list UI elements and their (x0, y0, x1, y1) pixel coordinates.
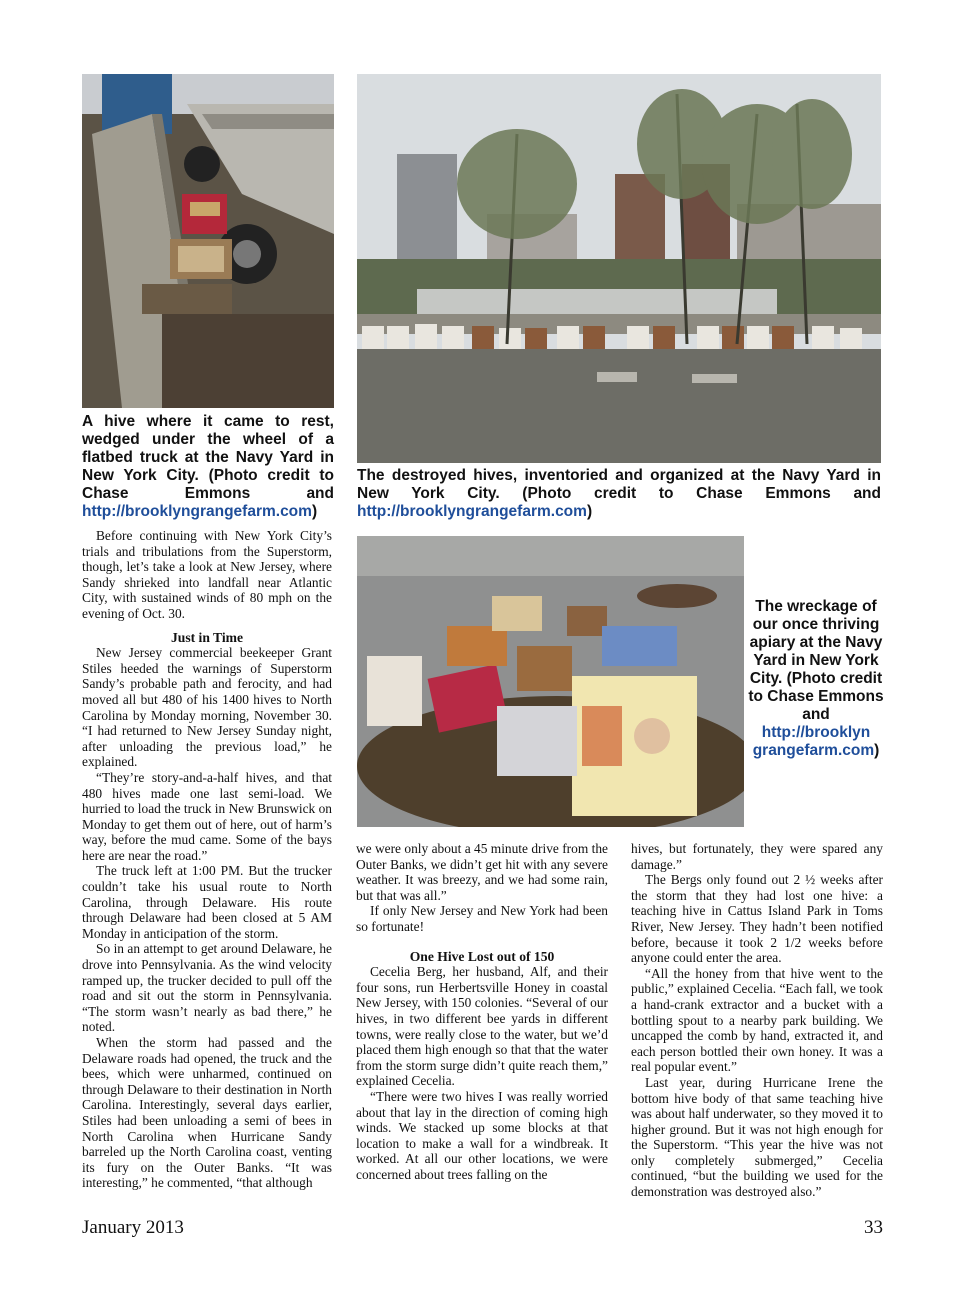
paragraph: “They’re story-and-a-half hives, and that 480 hives made one last semi-load. We hurried to load the truck in New Brunswick on Monday to get them out of here, out of harm’s way, before the mud came. Some of the bays here are near the road.” (82, 769, 332, 863)
paragraph: Cecelia Berg, her husband, Alf, and their four sons, run Herbertsville Honey in coastal New Jersey, with 150 colonies. “Several of our hives, in two different bee yards in different towns, were really close to the water, but we’d placed them high enough so that that the water from the storm surge didn’t quite reach them,” explained Cecelia. (356, 964, 608, 1089)
page-number: 33 (864, 1217, 883, 1238)
paragraph: New Jersey commercial beekeeper Grant Stiles heeded the warnings of Superstorm Sandy’s probable path and ferocity, and had moved all but 480 of his 1400 hives to North Carolina by Monday morning, November 30. “I had returned to New Jersey Sunday night, after unloading the previous load,” he explained. (82, 645, 332, 770)
apiary-wreckage-photo (357, 536, 744, 827)
paragraph: Last year, during Hurricane Irene the bottom hive body of that same teaching hive was about half underwater, so they moved it to higher ground. But it was not high enough for the Superstorm. “This year the hive was not only completely submerged,” Cecelia continued, “but the building we used for the demonstration was destroyed also.” (631, 1074, 883, 1200)
paragraph: So in an attempt to get around Delaware, he drove into Pennsylvania. As the wind velocity ramped up, the trucker decided to pull off the road and sit out the storm in Pennsylvania. “The storm wasn’t nearly as bad there,” he noted. (82, 941, 332, 1035)
paragraph: If only New Jersey and New York had been so fortunate! (356, 903, 608, 934)
caption-link-part1: http://brooklyn (761, 724, 871, 741)
paragraph: hives, but fortunately, they were spared any damage.” (631, 841, 883, 872)
caption-link[interactable]: http://brooklyngrangefarm.com (82, 503, 312, 520)
article-column-3 (631, 841, 883, 1200)
caption-close: ) (874, 742, 880, 759)
paragraph: When the storm had passed and the Delaware roads had opened, the truck and the bees, which were unharmed, continued on through Delaware to their destination in North Carolina. Interestingly, several days earlier, Stiles had been unloading a semi of bees in North Carolina when Hurricane Sandy barreled up the North Carolina coast, venting its fury on the Outer Banks. “It was interesting,” he commented, “that although (82, 1035, 332, 1191)
article-column-2 (356, 841, 608, 1182)
issue-date: January 2013 (82, 1217, 184, 1238)
caption-close: ) (311, 503, 318, 520)
truck-photo-caption (82, 413, 334, 521)
section-heading: Just in Time (170, 629, 244, 645)
caption-text: The wreckage of our once thriving apiary at the Navy Yard in New York City. (Photo credit to Chase Emmons and (748, 598, 884, 723)
paragraph: “There were two hives I was really worried about that lay in the direction of coming high winds. We stacked up some blocks at that location to make a wall for a windbreak. It worked. At all our other locations, we were concerned about trees falling on the (356, 1088, 608, 1182)
article-column-1 (82, 528, 332, 1191)
intro-paragraph: Before continuing with New York City’s trials and tribulations from the Superstorm, though, let’s take a look at New Jersey, where Sandy shrieked into landfall near Atlantic City, with sustained winds of 80 mph on the evening of Oct. 30. (82, 528, 332, 621)
truck-hive-photo (82, 74, 334, 408)
caption-close: ) (586, 503, 593, 520)
paragraph: “All the honey from that hive went to the public,” explained Cecelia. “Each fall, we took a hand-crank extractor and a bucket with a bottling spout to a nearby park building. We uncapped the comb by hand, extracted it, and each person bottled their own honey. It was a real popular event.” (631, 965, 883, 1075)
paragraph: we were only about a 45 minute drive from the Outer Banks, we didn’t get hit with any severe weather. It was breezy, and we had some rain, but that was all.” (356, 841, 608, 903)
caption-text: A hive where it came to rest, wedged under the wheel of a flatbed truck at the Navy Yard in New York City. (Photo credit to Chase Emmons and (82, 413, 334, 502)
navy-yard-hives-photo (357, 74, 881, 463)
section-heading: One Hive Lost out of 150 (409, 948, 555, 964)
caption-link-part2: grangefarm.com (752, 742, 875, 759)
navy-yard-photo-caption (357, 467, 881, 521)
caption-link[interactable]: http://brooklyngrangefarm.com (357, 503, 587, 520)
caption-text: The destroyed hives, inventoried and organized at the Navy Yard in New York City. (Photo credit to Chase Emmons and (357, 467, 881, 502)
paragraph: The truck left at 1:00 PM. But the trucker couldn’t take his usual route to North Carolina, through Delaware. His route through Delaware had been closed at 5 AM Monday in anticipation of the storm. (82, 863, 332, 941)
paragraph: The Bergs only found out 2 ½ weeks after the storm that they had lost one hive: a teaching hive in Cattus Island Park in Toms River, New Jersey. They hadn’t been notified before, because it took 2 1/2 weeks before anyone could enter the area. (631, 872, 883, 966)
caption-link[interactable] (753, 724, 874, 759)
wreckage-photo-caption (748, 598, 884, 760)
